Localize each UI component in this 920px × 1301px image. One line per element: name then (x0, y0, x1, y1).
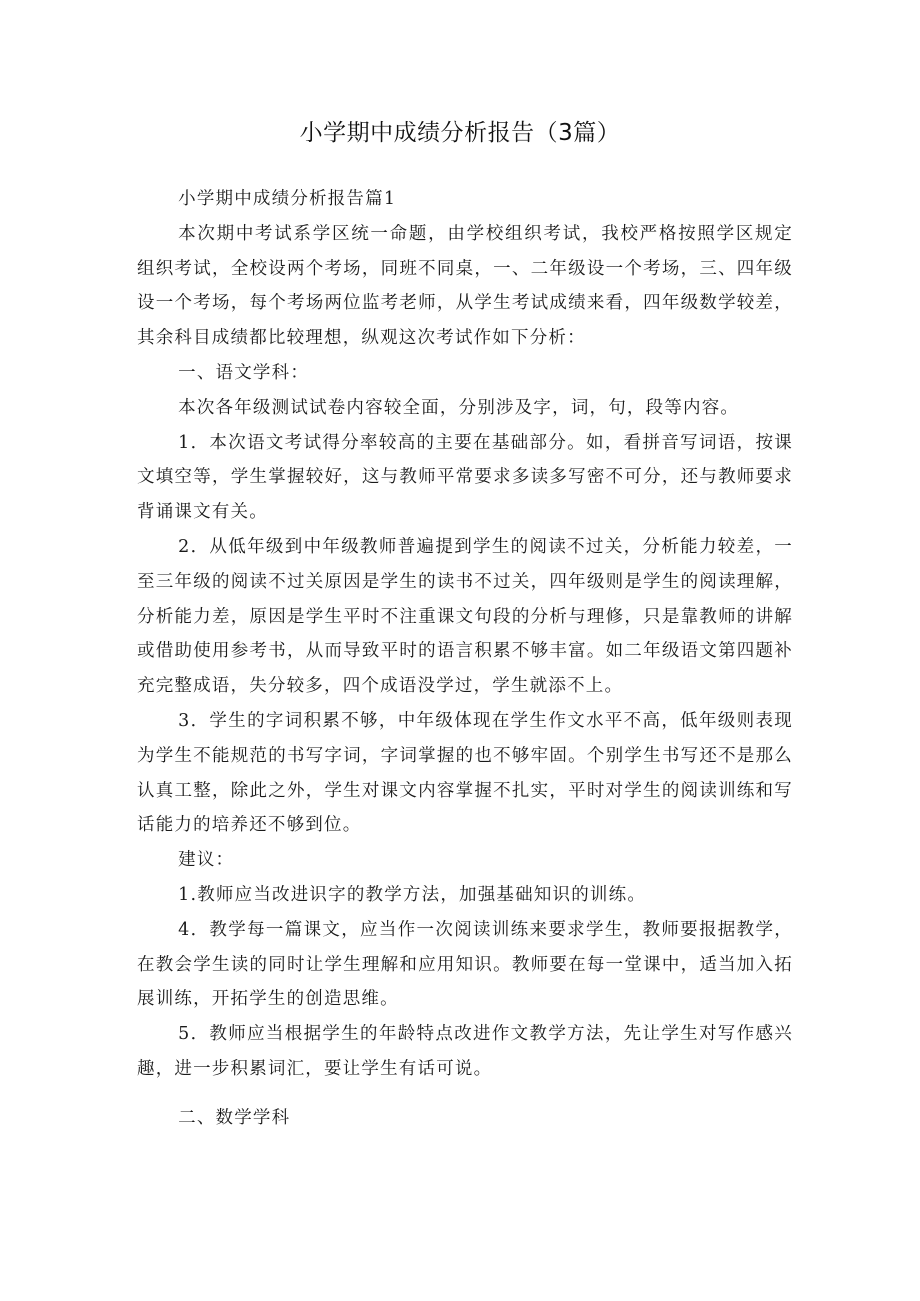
numbered-paragraph: 2．从低年级到中年级教师普遍提到学生的阅读不过关，分析能力较差，一至三年级的阅读不过关原因是学生的读书不过关，四年级则是学生的阅读理解，分析能力差，原因是学生平时不注重课文句段的分析与理修，只是靠教师的讲解或借助使用参考书，从而导致平时的语言积累不够丰富。如二年级语文第四题补充完整成语，失分较多，四个成语没学过，学生就添不上。 (137, 536, 793, 697)
paragraph: 本次期中考试系学区统一命题，由学校组织考试，我校严格按照学区规定组织考试，全校设两个考场，同班不同桌，一、二年级设一个考场，三、四年级设一个考场，每个考场两位监考老师，从学生考试成绩来看，四年级数学较差，其余科目成绩都比较理想，纵观这次考试作如下分析： (137, 223, 793, 349)
paragraph: 本次各年级测试试卷内容较全面，分别涉及字，词，句，段等内容。 (178, 397, 740, 418)
section-heading: 小学期中成绩分析报告篇1 (178, 189, 397, 209)
subject-heading: 二、数学学科 (178, 1107, 291, 1128)
document-body (137, 182, 793, 1136)
numbered-paragraph: 1.教师应当改进识字的教学方法，加强基础知识的训练。 (178, 884, 647, 905)
numbered-paragraph: 5．教师应当根据学生的年龄特点改进作文教学方法，先让学生对写作感兴趣，进一步积累词汇，要让学生有话可说。 (137, 1024, 793, 1079)
subject-heading: 一、语文学科： (178, 362, 310, 383)
numbered-paragraph: 4．教学每一篇课文，应当作一次阅读训练来要求学生，教师要报据教学，在教会学生读的同时让学生理解和应用知识。教师要在每一堂课中，适当加入拓展训练，开拓学生的创造思维。 (137, 919, 793, 1010)
document-title: 小学期中成绩分析报告（3篇） (299, 120, 621, 146)
numbered-paragraph: 3．学生的字词积累不够，中年级体现在学生作文水平不高，低年级则表现为学生不能规范的书写字词，字词掌握的也不够牢固。个别学生书写还不是那么认真工整，除此之外，学生对课文内容掌握不扎实，平时对学生的阅读训练和写话能力的培养还不够到位。 (137, 710, 793, 836)
suggestion-heading: 建议： (178, 850, 235, 871)
numbered-paragraph: 1．本次语文考试得分率较高的主要在基础部分。如，看拼音写词语，按课文填空等，学生掌握较好，这与教师平常要求多读多写密不可分，还与教师要求背诵课文有关。 (137, 432, 793, 523)
